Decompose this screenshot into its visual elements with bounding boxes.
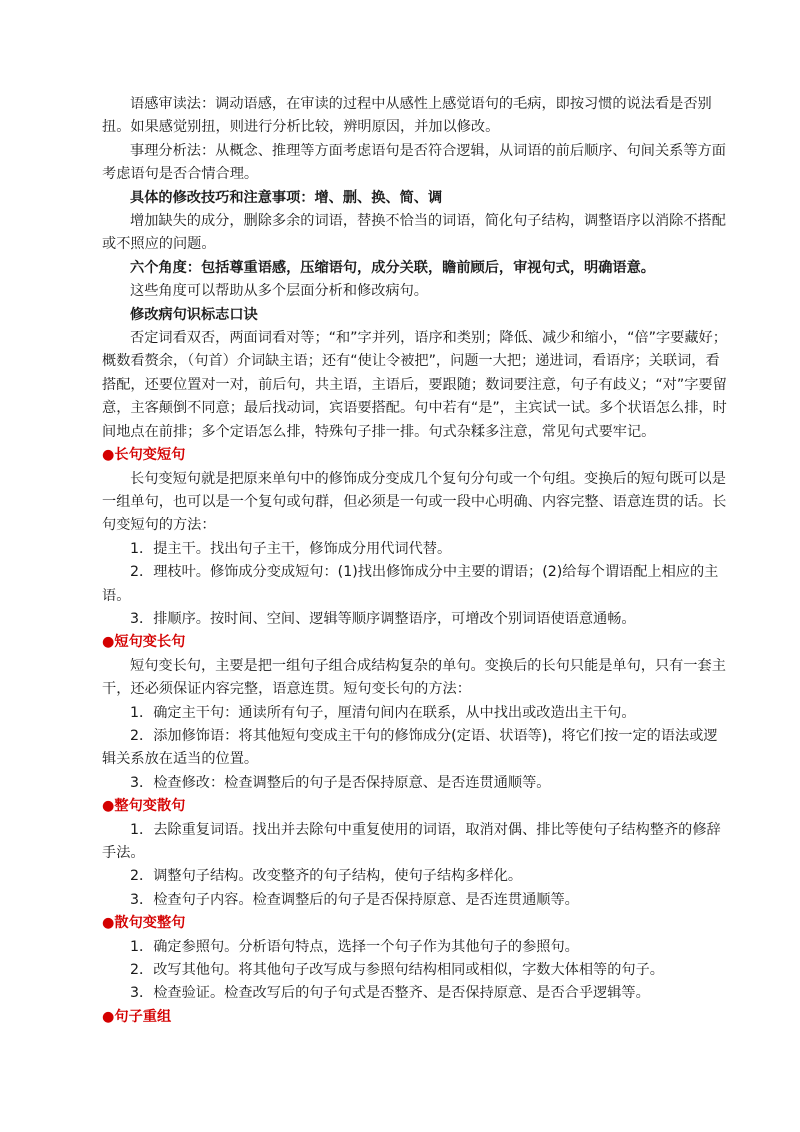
list-item: 3．检查验证。检查改写后的句子句式是否整齐、是否保持原意、是否合乎逻辑等。 [130, 985, 650, 1002]
section-regular-to-loose: ●整句变散句 [102, 798, 186, 815]
document-body [102, 93, 730, 1029]
paragraph-revision-tips: 增加缺失的成分，删除多余的词语，替换不恰当的词语，简化句子结构，调整语序以消除不搭配或不照应的问题。 [102, 213, 726, 253]
list-item: 3．检查句子内容。检查调整后的句子是否保持原意、是否连贯通顺等。 [130, 891, 579, 908]
list-item: 1．提主干。找出句子主干，修饰成分用代词代替。 [130, 540, 452, 557]
list-item: 3．检查修改：检查调整后的句子是否保持原意、是否连贯通顺等。 [130, 774, 551, 791]
list-item: 1．确定参照句。分析语句特点，选择一个句子作为其他句子的参照句。 [130, 938, 579, 955]
list-item: 2．调整句子结构。改变整齐的句子结构，使句子结构多样化。 [130, 868, 523, 885]
paragraph-yugan-method: 语感审读法：调动语感，在审读的过程中从感性上感觉语句的毛病，即按习惯的说法看是否别扭。如果感觉别扭，则进行分析比较，辨明原因，并加以修改。 [102, 96, 712, 136]
section-sentence-reorganize: ●句子重组 [102, 1008, 172, 1025]
paragraph-long-to-short-intro: 长句变短句就是把原来单句中的修饰成分变成几个复句分句或一个句组。变换后的短句既可以是一组单句，也可以是一个复句或句群，但必须是一句或一段中心明确、内容完整、语意连贯的话。长句变短句的方法： [102, 470, 727, 534]
paragraph-short-to-long-intro: 短句变长句，主要是把一组句子组合成结构复杂的单句。变换后的长句只能是单句，只有一套主干，还必须保证内容完整，语意连贯。短句变长句的方法： [102, 657, 726, 698]
section-long-to-short: ●长句变短句 [102, 447, 186, 464]
heading-revision-tips: 具体的修改技巧和注意事项：增、删、换、简、调 [130, 189, 443, 206]
list-item: 2．添加修饰语：将其他短句变成主干句的修饰成分(定语、状语等)，将它们按一定的语法或逻辑关系放在适当的位置。 [102, 727, 718, 768]
paragraph-mnemonic: 否定词看双否，两面词看对等；“和”字并列，语序和类别；降低、减少和缩小，“倍”字要藏好；概数看赘余，（句首）介词缺主语；还有“使让令被把”，问题一大把；递进词，看语序；关联词，看搭配，还要位置对一对，前后句，共主语，主语后，要跟随；数词要注意，句子有歧义；“对”字要留意，主客颠倒不同意；最后找动词，宾语要搭配。句中若有“是”，主宾试一试。多个状语怎么排，时间地点在前排；多个定语怎么排，特殊句子排一排。句式杂糅多注意，常见句式要牢记。 [102, 330, 727, 440]
list-item: 2．改写其他句。将其他句子改写成与参照句结构相同或相似，字数大体相等的句子。 [130, 962, 664, 979]
list-item: 3．排顺序。按时间、空间、逻辑等顺序调整语序，可增改个别词语使语意通畅。 [130, 610, 636, 627]
paragraph-six-angles: 这些角度可以帮助从多个层面分析和修改病句。 [130, 283, 428, 300]
list-item: 2．理枝叶。修饰成分变成短句：(1)找出修饰成分中主要的谓语；(2)给每个谓语配上相应的主语。 [102, 564, 719, 604]
heading-mnemonic: 修改病句识标志口诀 [130, 306, 258, 323]
heading-six-angles: 六个角度：包括尊重语感，压缩语句，成分关联，瞻前顾后，审视句式，明确语意。 [130, 259, 655, 276]
paragraph-shili-method: 事理分析法：从概念、推理等方面考虑语句是否符合逻辑，从词语的前后顺序、句间关系等方面考虑语句是否合情合理。 [102, 142, 726, 183]
section-loose-to-regular: ●散句变整句 [102, 915, 186, 932]
section-short-to-long: ●短句变长句 [102, 634, 186, 651]
list-item: 1．去除重复词语。找出并去除句中重复使用的词语，取消对偶、排比等使句子结构整齐的修辞手法。 [102, 821, 721, 861]
list-item: 1．确定主干句：通读所有句子，厘清句间内在联系，从中找出或改造出主干句。 [130, 704, 636, 721]
